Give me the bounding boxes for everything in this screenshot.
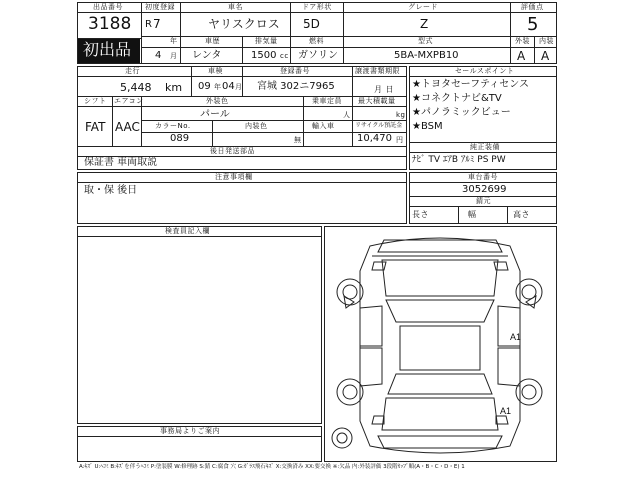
- import-unit: 無: [294, 136, 302, 144]
- shift-value: FAT: [85, 120, 106, 134]
- fuel-value: ガソリン: [298, 50, 338, 61]
- car-name: ヤリスクロス: [208, 17, 280, 31]
- dim-width: 幅: [468, 210, 477, 219]
- sales-point-3: ★パノラミックビュー: [412, 107, 511, 118]
- inspection-month: 04: [222, 81, 235, 92]
- inspection-year: 09: [198, 81, 211, 92]
- model-label: 型式: [418, 37, 433, 45]
- lot-no-label: 出品番号: [93, 3, 123, 11]
- exterior-score: A: [517, 49, 526, 63]
- first-reg-year-unit: 年: [170, 37, 178, 45]
- mileage-unit: km: [165, 81, 183, 94]
- trunk: [382, 398, 498, 430]
- first-reg-month: 4: [155, 50, 162, 61]
- wheel-front-left: [337, 279, 363, 305]
- mileage-label: 走行: [125, 67, 140, 75]
- sales-point-2: ★コネクトナビ&TV: [412, 93, 502, 104]
- first-reg-label: 初度登録: [145, 3, 175, 11]
- roof: [400, 326, 480, 370]
- office-label: 事務局よりご案内: [160, 427, 220, 435]
- wheel-rear-left: [337, 379, 363, 405]
- inspector-block: [77, 226, 322, 424]
- color-label: 外装色: [206, 97, 229, 105]
- docs-value: 保証書 車両取説: [84, 157, 158, 168]
- load-unit: kg: [396, 111, 406, 119]
- chassis-label: 車台番号: [468, 173, 498, 181]
- load-label: 最大積載量: [358, 97, 396, 105]
- dim-height: 高さ: [513, 210, 530, 219]
- ac-value: AAC: [115, 120, 140, 134]
- capacity-unit: 人: [343, 111, 351, 119]
- car-diagram: [324, 226, 557, 462]
- mileage-value: 5,448: [120, 81, 152, 94]
- shift-label: シフト: [84, 97, 107, 105]
- sales-point-1: ★トヨタセーフティセンス: [412, 79, 529, 90]
- inspection-month-unit: 月: [235, 83, 243, 91]
- fuel-label: 燃料: [309, 37, 324, 45]
- recycle-amount: 10,470: [357, 133, 392, 144]
- spare-wheel: [332, 428, 352, 448]
- recycle-date-label: 譲渡書類期限: [355, 67, 400, 75]
- sales-point-label: セールスポイント: [455, 67, 515, 75]
- notes-value: 取・保 後日: [84, 185, 138, 196]
- color-no-value: 089: [170, 133, 190, 144]
- equipment-value: ﾅﾋﾞ TV ｴｱB ｱﾙﾐ PS PW: [412, 155, 506, 165]
- first-reg-year: 7: [153, 17, 161, 31]
- windshield: [386, 300, 494, 322]
- score-value: 5: [527, 14, 539, 35]
- usage-value: レンタ: [192, 50, 222, 61]
- color-no-label: カラーNo.: [155, 122, 191, 130]
- damage-mark-2: A1: [500, 406, 512, 416]
- int-color-label: 内装色: [245, 122, 268, 130]
- recycle-unit: 円: [396, 136, 404, 144]
- interior-score: A: [541, 49, 550, 63]
- first-reg-month-unit: 月: [170, 52, 178, 60]
- recycle-label: リサイクル預託金: [355, 122, 403, 129]
- equipment-label: 純正装備: [470, 143, 500, 151]
- import-label: 輸入車: [312, 122, 335, 130]
- hood: [382, 260, 498, 296]
- inspection-year-unit: 年: [214, 83, 222, 91]
- interior-label: 内装: [539, 37, 554, 45]
- displacement-value: 1500: [251, 50, 277, 61]
- inspector-label: 検査員記入欄: [165, 227, 210, 235]
- car-name-label: 車名: [228, 3, 243, 11]
- score-label: 評価点: [521, 3, 544, 11]
- dim-length: 長さ: [412, 210, 429, 219]
- doors-label: ドア形状: [302, 3, 332, 11]
- plate-label: 登録番号: [280, 67, 310, 75]
- damage-mark-1: A1: [510, 332, 522, 342]
- rear-window: [388, 374, 492, 394]
- exterior-label: 外装: [515, 37, 530, 45]
- plate-value: 宮城 302ニ7965: [257, 81, 335, 92]
- first-reg-era: R: [145, 19, 152, 30]
- ac-label: エアコン: [114, 97, 144, 105]
- rust-label: 錆元: [476, 197, 491, 205]
- recycle-date-suffix: 月 日: [374, 85, 395, 94]
- chassis-value: 3052699: [462, 184, 507, 195]
- model-value: 5BA-MXPB10: [394, 50, 459, 61]
- displacement-unit: cc: [280, 52, 289, 60]
- capacity-label: 乗車定員: [312, 97, 342, 105]
- color-value: パール: [200, 109, 230, 120]
- docs-label: 後日発送部品: [210, 147, 255, 155]
- usage-label: 車歴: [205, 37, 220, 45]
- inspection-label: 車検: [208, 67, 223, 75]
- first-listing-label: 初出品: [83, 40, 132, 59]
- grade-label: グレード: [408, 3, 438, 11]
- legend-text: A:ｷｽﾞ U:ﾍｺﾐ B:ｷｽﾞを伴うﾍｺﾐ P:塗装膜 W:修理跡 S:錆 C:腐食 穴 G:ｶﾞﾗｽ飛石ｷｽﾞ X:交換済み XX:要交換 ※:欠品 内:外装評価 3段階ｶｯﾌﾟ順(A・B・C・D・E) 1: [79, 464, 465, 470]
- sales-point-4: ★BSM: [412, 121, 443, 132]
- notes-label: 注意事項欄: [215, 173, 253, 181]
- grade-value: Z: [420, 17, 429, 31]
- lot-number: 3188: [88, 14, 132, 34]
- doors-value: 5D: [303, 17, 320, 31]
- displacement-label: 排気量: [255, 37, 278, 45]
